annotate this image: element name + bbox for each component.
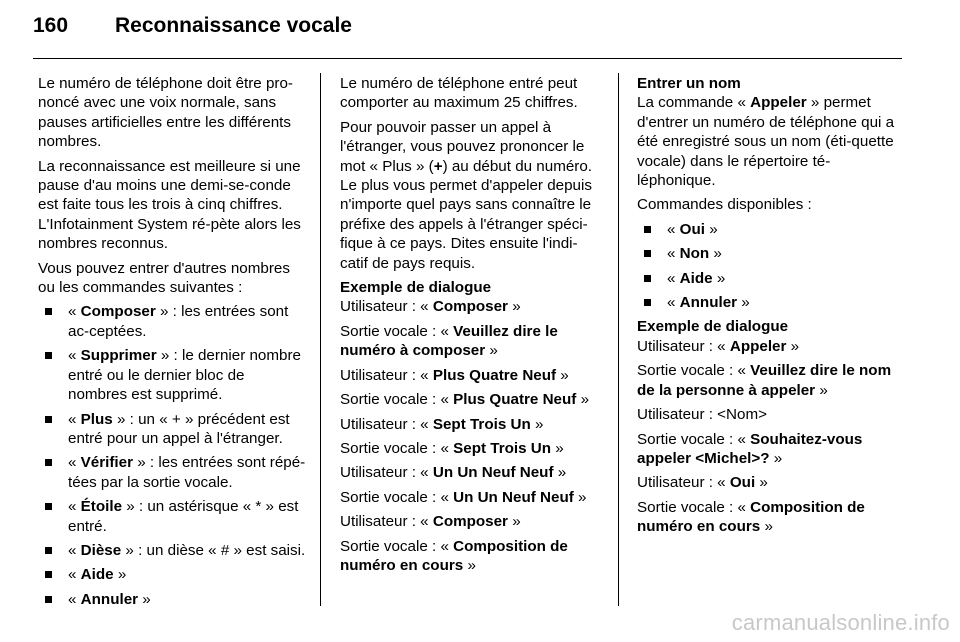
dialog-heading: Exemple de dialogue xyxy=(637,318,789,336)
paragraph: Le numéro de téléphone entré peut comporter au maximum 25 chiffres. xyxy=(340,75,578,112)
page-number: 160 xyxy=(33,14,69,37)
dialog-line: Utilisateur : « Appeler » xyxy=(637,337,800,355)
dialog-line: Utilisateur : « Sept Trois Un » xyxy=(340,415,544,433)
paragraph: Vous pouvez entrer d'autres nombres ou les commandes suivantes : xyxy=(38,259,290,297)
bullet-icon xyxy=(45,416,52,423)
header-rule xyxy=(33,58,902,59)
dialog-line: Sortie vocale : « Souhaitez-vous appeler <Michel>? » xyxy=(637,430,863,467)
dialog-line: Sortie vocale : « Un Un Neuf Neuf » xyxy=(340,488,587,506)
dialog-example xyxy=(340,297,604,575)
section-heading: Entrer un nom xyxy=(637,75,741,92)
paragraph: La commande « Appeler » permet d'entrer un numéro de téléphone qui a été enregistré sous un nom (éti-quette vocale) dans le répertoire té-léphonique. xyxy=(637,94,895,190)
command-list xyxy=(38,302,306,609)
list-item: « Annuler » xyxy=(38,590,306,609)
column-3 xyxy=(637,74,903,542)
dialog-line: Utilisateur : <Nom> xyxy=(637,406,767,424)
dialog-line: Utilisateur : « Composer » xyxy=(340,298,521,316)
paragraph: La reconnaissance est meilleure si une pause d'au moins une demi-se-conde est faite tous les trois à cinq chiffres. L'Infotainment System ré-pète alors les nombres reconnus. xyxy=(38,157,301,253)
list-item: « Aide » xyxy=(38,565,306,584)
column-divider-2 xyxy=(618,73,619,606)
bullet-icon xyxy=(45,352,52,359)
dialog-line: Sortie vocale : « Veuillez dire le nom de la personne à appeler » xyxy=(637,362,892,399)
page-title: Reconnaissance vocale xyxy=(115,14,352,37)
list-item: « Annuler » xyxy=(637,293,903,312)
dialog-line: Sortie vocale : « Plus Quatre Neuf » xyxy=(340,391,590,409)
paragraph: Pour pouvoir passer un appel à l'étranger, vous pouvez prononcer le mot « Plus » (+) au début du numéro. Le plus vous permet d'appeler depuis n'importe quel pays sans connaître le préfixe des appels à l'étranger spéci-fique à ce pays. Dites ensuite l'indi-catif de pays requis. xyxy=(340,118,593,272)
watermark: carmanualsonline.info xyxy=(731,610,950,635)
paragraph: Le numéro de téléphone doit être pro-noncé avec une voix normale, sans pauses artificielles entre les différents nombres. xyxy=(38,75,293,151)
bullet-icon xyxy=(644,250,651,257)
dialog-line: Sortie vocale : « Sept Trois Un » xyxy=(340,439,564,457)
list-item: « Plus » : un « + » précédent est entré pour un appel à l'étranger. xyxy=(38,410,306,449)
page-header xyxy=(33,14,352,54)
list-item: « Aide » xyxy=(637,269,903,288)
dialog-line: Utilisateur : « Oui » xyxy=(637,474,768,492)
dialog-heading: Exemple de dialogue xyxy=(340,279,492,297)
list-item: « Supprimer » : le dernier nombre entré ou le dernier bloc de nombres est supprimé. xyxy=(38,346,306,404)
list-item: « Dièse » : un dièse « # » est saisi. xyxy=(38,541,306,560)
column-1 xyxy=(38,74,306,614)
list-item: « Vérifier » : les entrées sont répé-tées par la sortie vocale. xyxy=(38,453,306,492)
bullet-icon xyxy=(644,226,651,233)
dialog-line: Utilisateur : « Plus Quatre Neuf » xyxy=(340,366,569,384)
bullet-icon xyxy=(45,308,52,315)
column-2 xyxy=(340,74,604,580)
dialog-example xyxy=(637,337,903,537)
list-item: « Composer » : les entrées sont ac-ceptées. xyxy=(38,302,306,341)
bullet-icon xyxy=(45,459,52,466)
bullet-icon xyxy=(45,596,52,603)
bullet-icon xyxy=(45,547,52,554)
bullet-icon xyxy=(644,275,651,282)
list-item: « Oui » xyxy=(637,220,903,239)
list-item: « Étoile » : un astérisque « * » est entré. xyxy=(38,497,306,536)
bullet-icon xyxy=(45,503,52,510)
column-divider-1 xyxy=(320,73,321,606)
dialog-line: Sortie vocale : « Veuillez dire le numéro à composer » xyxy=(340,322,558,360)
dialog-line: Sortie vocale : « Composition de numéro en cours » xyxy=(340,537,568,574)
command-list xyxy=(637,220,903,313)
list-item: « Non » xyxy=(637,244,903,263)
dialog-line: Sortie vocale : « Composition de numéro en cours » xyxy=(637,498,865,536)
bullet-icon xyxy=(644,299,651,306)
dialog-line: Utilisateur : « Composer » xyxy=(340,513,521,531)
bullet-icon xyxy=(45,571,52,578)
dialog-line: Utilisateur : « Un Un Neuf Neuf » xyxy=(340,464,567,482)
paragraph: Commandes disponibles : xyxy=(637,196,812,214)
